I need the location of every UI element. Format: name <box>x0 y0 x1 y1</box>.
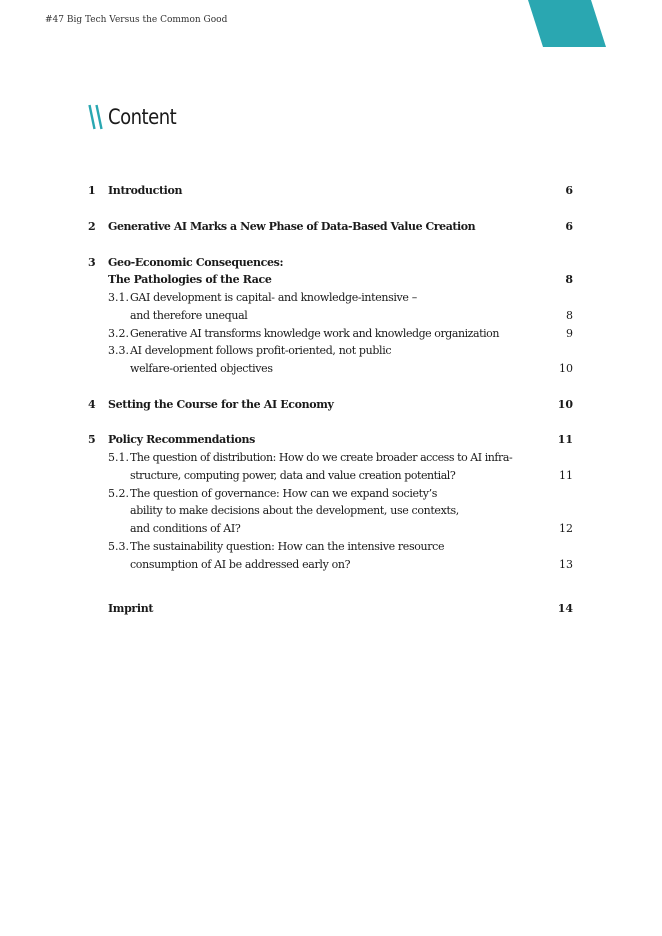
toc-subtitle-line-2: ability to make decisions about the development, use contexts, <box>130 504 459 517</box>
page-title-text: Content <box>108 105 177 129</box>
toc-subtitle-line-1: The question of governance: How can we expand society’s <box>130 487 438 500</box>
toc-subnumber: 5.2. <box>108 487 129 500</box>
toc-page-number: 6 <box>565 184 573 197</box>
toc-subtitle-line-3: and conditions of AI? <box>130 522 241 535</box>
toc-number: 3 <box>88 256 96 269</box>
toc-subnumber: 5.3. <box>108 540 129 553</box>
toc-number: 2 <box>88 220 96 233</box>
toc-subtitle-line-2: welfare-oriented objectives <box>130 362 273 375</box>
toc-title: Generative AI Marks a New Phase of Data-Based Value Creation <box>108 220 476 233</box>
toc-page-number: 10 <box>557 398 573 411</box>
toc-page-number: 6 <box>565 220 573 233</box>
toc-number: 4 <box>88 398 96 411</box>
toc-title-line-1: Geo-Economic Consequences: <box>108 256 284 269</box>
toc-subnumber: 3.3. <box>108 344 129 357</box>
toc-subtitle-line-1: The sustainability question: How can the intensive resource <box>130 540 445 553</box>
toc-subnumber: 3.1. <box>108 291 129 304</box>
toc-page-number: 11 <box>559 469 573 482</box>
toc-title-line-2: The Pathologies of the Race <box>108 273 272 286</box>
toc-page-number: 8 <box>565 273 573 286</box>
toc-subtitle-line-2: and therefore unequal <box>130 309 248 322</box>
toc-number: 5 <box>88 433 96 446</box>
toc-page-number: 14 <box>557 602 573 615</box>
toc-title: Imprint <box>108 602 154 615</box>
toc-subnumber: 5.1. <box>108 451 129 464</box>
toc-page-number: 10 <box>559 362 573 375</box>
toc-page-number: 8 <box>566 309 573 322</box>
toc-page-number: 13 <box>559 558 573 571</box>
accent-parallelogram <box>528 0 606 47</box>
toc-subtitle-line-1: The question of distribution: How do we create broader access to AI infra- <box>130 451 513 464</box>
running-header: #47 Big Tech Versus the Common Good <box>45 15 228 25</box>
toc-subtitle-line-2: structure, computing power, data and value creation potential? <box>130 469 456 482</box>
toc-title: Setting the Course for the AI Economy <box>108 398 334 411</box>
toc-subtitle-line-2: consumption of AI be addressed early on? <box>130 558 351 571</box>
double-slash-icon <box>88 104 104 130</box>
page-title <box>88 102 187 132</box>
toc-title: Introduction <box>108 184 183 197</box>
toc-title: Policy Recommendations <box>108 433 255 446</box>
toc-page-number: 9 <box>566 327 573 340</box>
toc-subtitle-line-1: Generative AI transforms knowledge work and knowledge organization <box>130 327 499 340</box>
toc-number: 1 <box>88 184 96 197</box>
toc-subtitle-line-1: AI development follows profit-oriented, not public <box>130 344 392 357</box>
toc-subtitle-line-1: GAI development is capital- and knowledge-intensive – <box>130 291 417 304</box>
toc-page-number: 12 <box>559 522 573 535</box>
toc-page-number: 11 <box>557 433 573 446</box>
toc-subnumber: 3.2. <box>108 327 129 340</box>
